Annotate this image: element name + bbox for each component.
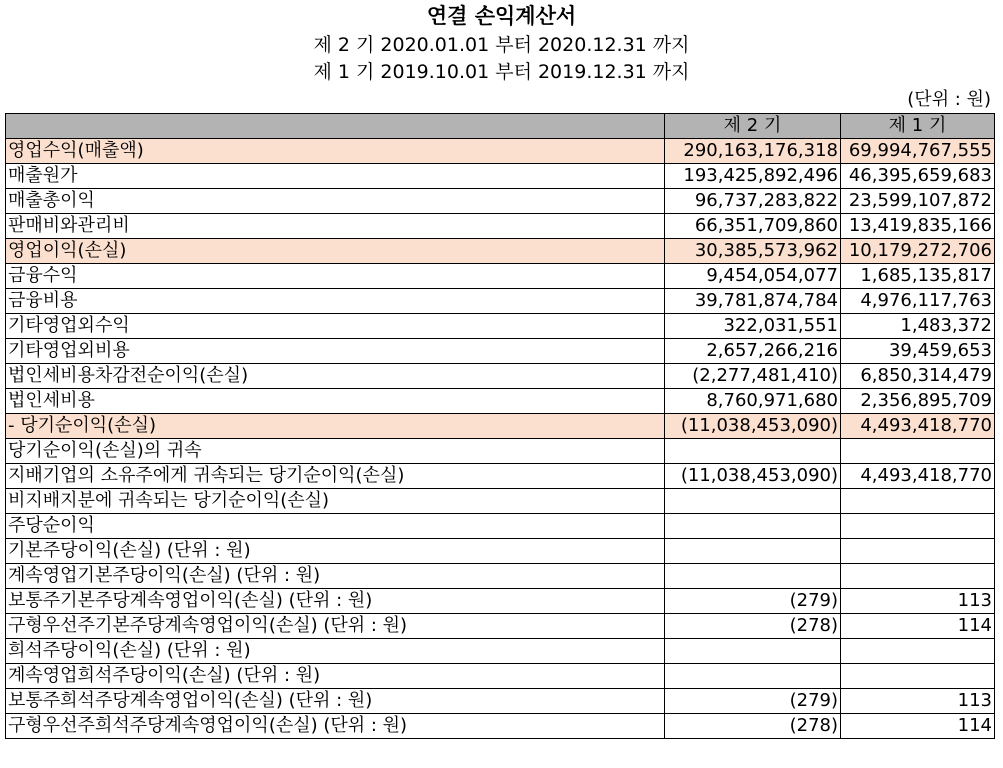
row-label: 비지배지분에 귀속되는 당기순이익(손실) [6, 489, 665, 514]
row-label: 당기순이익(손실)의 귀속 [6, 439, 665, 464]
table-row [6, 514, 995, 539]
row-label: 계속영업기본주당이익(손실) (단위 : 원) [6, 564, 665, 589]
table-row [6, 564, 995, 589]
table-row [6, 539, 995, 564]
row-value-period-2: 290,163,176,318 [665, 139, 841, 164]
table-row [6, 464, 995, 489]
row-value-period-2: 322,031,551 [665, 314, 841, 339]
unit-note: (단위 : 원) [907, 89, 991, 110]
table-row [6, 439, 995, 464]
table-row [6, 314, 995, 339]
row-value-period-1: 6,850,314,479 [841, 364, 995, 389]
table-row [6, 489, 995, 514]
table-row [6, 289, 995, 314]
row-value-period-1 [841, 664, 995, 689]
row-label: 보통주기본주당계속영업이익(손실) (단위 : 원) [6, 589, 665, 614]
row-value-period-1: 4,976,117,763 [841, 289, 995, 314]
row-label: 계속영업희석주당이익(손실) (단위 : 원) [6, 664, 665, 689]
row-value-period-2: (278) [665, 714, 841, 739]
row-value-period-2 [665, 489, 841, 514]
row-value-period-2 [665, 664, 841, 689]
row-value-period-2: (278) [665, 614, 841, 639]
row-value-period-2: (279) [665, 689, 841, 714]
row-value-period-2: 2,657,266,216 [665, 339, 841, 364]
row-label: 구형우선주희석주당계속영업이익(손실) (단위 : 원) [6, 714, 665, 739]
row-value-period-1 [841, 439, 995, 464]
row-value-period-1: 113 [841, 689, 995, 714]
row-label: 영업이익(손실) [6, 239, 665, 264]
row-value-period-2: (11,038,453,090) [665, 464, 841, 489]
row-value-period-1: 4,493,418,770 [841, 414, 995, 439]
income-statement-table [5, 113, 995, 739]
row-value-period-2: 96,737,283,822 [665, 189, 841, 214]
table-row [6, 214, 995, 239]
row-label: 기타영업외수익 [6, 314, 665, 339]
row-value-period-1: 39,459,653 [841, 339, 995, 364]
row-label: 지배기업의 소유주에게 귀속되는 당기순이익(손실) [6, 464, 665, 489]
row-value-period-1: 114 [841, 614, 995, 639]
table-row [6, 414, 995, 439]
row-value-period-1 [841, 639, 995, 664]
row-value-period-2 [665, 514, 841, 539]
header-label [6, 114, 665, 139]
table-header-row [6, 114, 995, 139]
row-label: 구형우선주기본주당계속영업이익(손실) (단위 : 원) [6, 614, 665, 639]
row-label: 법인세비용 [6, 389, 665, 414]
period-current: 제 2 기 2020.01.01 부터 2020.12.31 까지 [313, 34, 690, 56]
table-row [6, 689, 995, 714]
row-value-period-1: 13,419,835,166 [841, 214, 995, 239]
period-prior: 제 1 기 2019.10.01 부터 2019.12.31 까지 [313, 61, 690, 83]
table-row [6, 264, 995, 289]
row-label: 금융비용 [6, 289, 665, 314]
row-label: 판매비와관리비 [6, 214, 665, 239]
row-label: 주당순이익 [6, 514, 665, 539]
table-row [6, 589, 995, 614]
table-row [6, 239, 995, 264]
row-value-period-2: (279) [665, 589, 841, 614]
row-label: 매출원가 [6, 164, 665, 189]
row-label: - 당기순이익(손실) [6, 414, 665, 439]
row-label: 영업수익(매출액) [6, 139, 665, 164]
row-label: 기본주당이익(손실) (단위 : 원) [6, 539, 665, 564]
row-value-period-1: 10,179,272,706 [841, 239, 995, 264]
row-value-period-2 [665, 564, 841, 589]
row-value-period-1: 23,599,107,872 [841, 189, 995, 214]
row-value-period-1 [841, 564, 995, 589]
row-value-period-2 [665, 539, 841, 564]
row-value-period-2: 30,385,573,962 [665, 239, 841, 264]
row-value-period-1: 113 [841, 589, 995, 614]
statement-title: 연결 손익계산서 [426, 4, 577, 28]
row-value-period-1 [841, 489, 995, 514]
row-value-period-1: 4,493,418,770 [841, 464, 995, 489]
row-label: 기타영업외비용 [6, 339, 665, 364]
table-row [6, 664, 995, 689]
row-value-period-2: 66,351,709,860 [665, 214, 841, 239]
table-row [6, 364, 995, 389]
header-period-1: 제 1 기 [841, 114, 995, 139]
row-value-period-2 [665, 439, 841, 464]
row-label: 희석주당이익(손실) (단위 : 원) [6, 639, 665, 664]
row-value-period-2: (2,277,481,410) [665, 364, 841, 389]
row-value-period-1: 1,483,372 [841, 314, 995, 339]
table-row [6, 164, 995, 189]
row-value-period-1 [841, 539, 995, 564]
table-row [6, 139, 995, 164]
row-label: 금융수익 [6, 264, 665, 289]
row-value-period-1: 114 [841, 714, 995, 739]
row-value-period-2: 9,454,054,077 [665, 264, 841, 289]
row-value-period-2: 39,781,874,784 [665, 289, 841, 314]
table-row [6, 389, 995, 414]
row-value-period-2 [665, 639, 841, 664]
table-row [6, 614, 995, 639]
row-value-period-2: 193,425,892,496 [665, 164, 841, 189]
table-row [6, 189, 995, 214]
row-value-period-1: 1,685,135,817 [841, 264, 995, 289]
row-value-period-2: (11,038,453,090) [665, 414, 841, 439]
row-label: 매출총이익 [6, 189, 665, 214]
row-label: 보통주희석주당계속영업이익(손실) (단위 : 원) [6, 689, 665, 714]
table-row [6, 339, 995, 364]
row-value-period-1: 46,395,659,683 [841, 164, 995, 189]
table-row [6, 639, 995, 664]
row-label: 법인세비용차감전순이익(손실) [6, 364, 665, 389]
row-value-period-1: 2,356,895,709 [841, 389, 995, 414]
table-row [6, 714, 995, 739]
row-value-period-2: 8,760,971,680 [665, 389, 841, 414]
row-value-period-1 [841, 514, 995, 539]
row-value-period-1: 69,994,767,555 [841, 139, 995, 164]
header-period-2: 제 2 기 [665, 114, 841, 139]
